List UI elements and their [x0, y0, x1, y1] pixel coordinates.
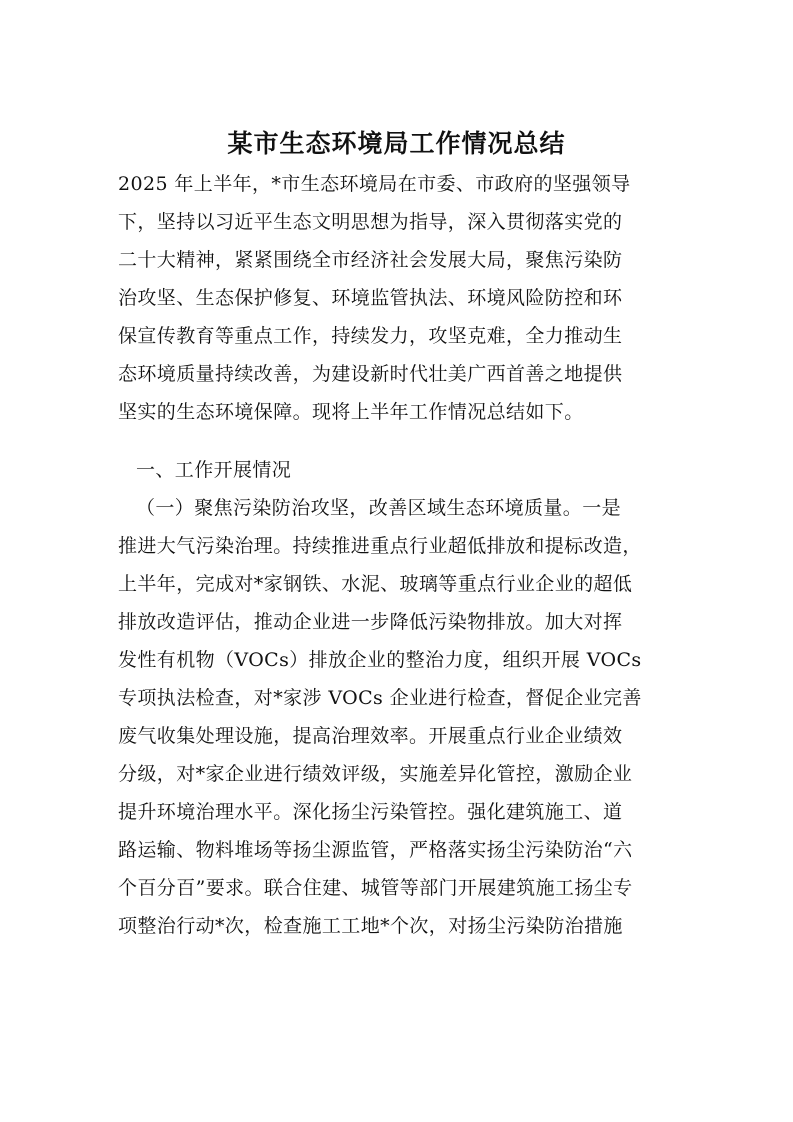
paragraph-line: （一）聚焦污染防治攻坚，改善区域生态环境质量。一是 — [136, 497, 622, 519]
paragraph-line: 态环境质量持续改善，为建设新时代壮美广西首善之地提供 — [118, 363, 623, 385]
paragraph-line: 坚实的生态环境保障。现将上半年工作情况总结如下。 — [118, 401, 584, 423]
paragraph-line: 提升环境治理水平。深化扬尘污染管控。强化建筑施工、道 — [118, 801, 623, 823]
paragraph-line: 专项执法检查，对*家涉 VOCs 企业进行检查，督促企业完善 — [118, 687, 642, 709]
document-title: 某市生态环境局工作情况总结 — [227, 129, 566, 158]
paragraph-line: 上半年，完成对*家钢铁、水泥、玻璃等重点行业企业的超低 — [118, 573, 633, 595]
section-heading: 一、工作开展情况 — [136, 459, 292, 481]
paragraph-line: 2025 年上半年，*市生态环境局在市委、市政府的坚强领导 — [118, 173, 631, 195]
paragraph-line: 下，坚持以习近平生态文明思想为指导，深入贯彻落实党的 — [118, 211, 623, 233]
paragraph-line: 保宣传教育等重点工作，持续发力，攻坚克难，全力推动生 — [118, 325, 623, 347]
paragraph-line: 发性有机物（VOCs）排放企业的整治力度，组织开展 VOCs — [118, 649, 642, 671]
paragraph-line: 二十大精神，紧紧围绕全市经济社会发展大局，聚焦污染防 — [118, 249, 623, 271]
paragraph-line: 治攻坚、生态保护修复、环境监管执法、环境风险防控和环 — [118, 287, 623, 309]
paragraph-line: 个百分百”要求。联合住建、城管等部门开展建筑施工扬尘专 — [118, 877, 633, 899]
paragraph-line: 路运输、物料堆场等扬尘源监管，严格落实扬尘污染防治“六 — [118, 839, 633, 861]
paragraph-line: 分级，对*家企业进行绩效评级，实施差异化管控，激励企业 — [118, 763, 633, 785]
paragraph-line: 废气收集处理设施，提高治理效率。开展重点行业企业绩效 — [118, 725, 623, 747]
paragraph-line: 排放改造评估，推动企业进一步降低污染物排放。加大对挥 — [118, 611, 623, 633]
paragraph-line: 推进大气污染治理。持续推进重点行业超低排放和提标改造， — [118, 535, 642, 557]
paragraph-line: 项整治行动*次，检查施工工地*个次，对扬尘污染防治措施 — [118, 915, 623, 937]
